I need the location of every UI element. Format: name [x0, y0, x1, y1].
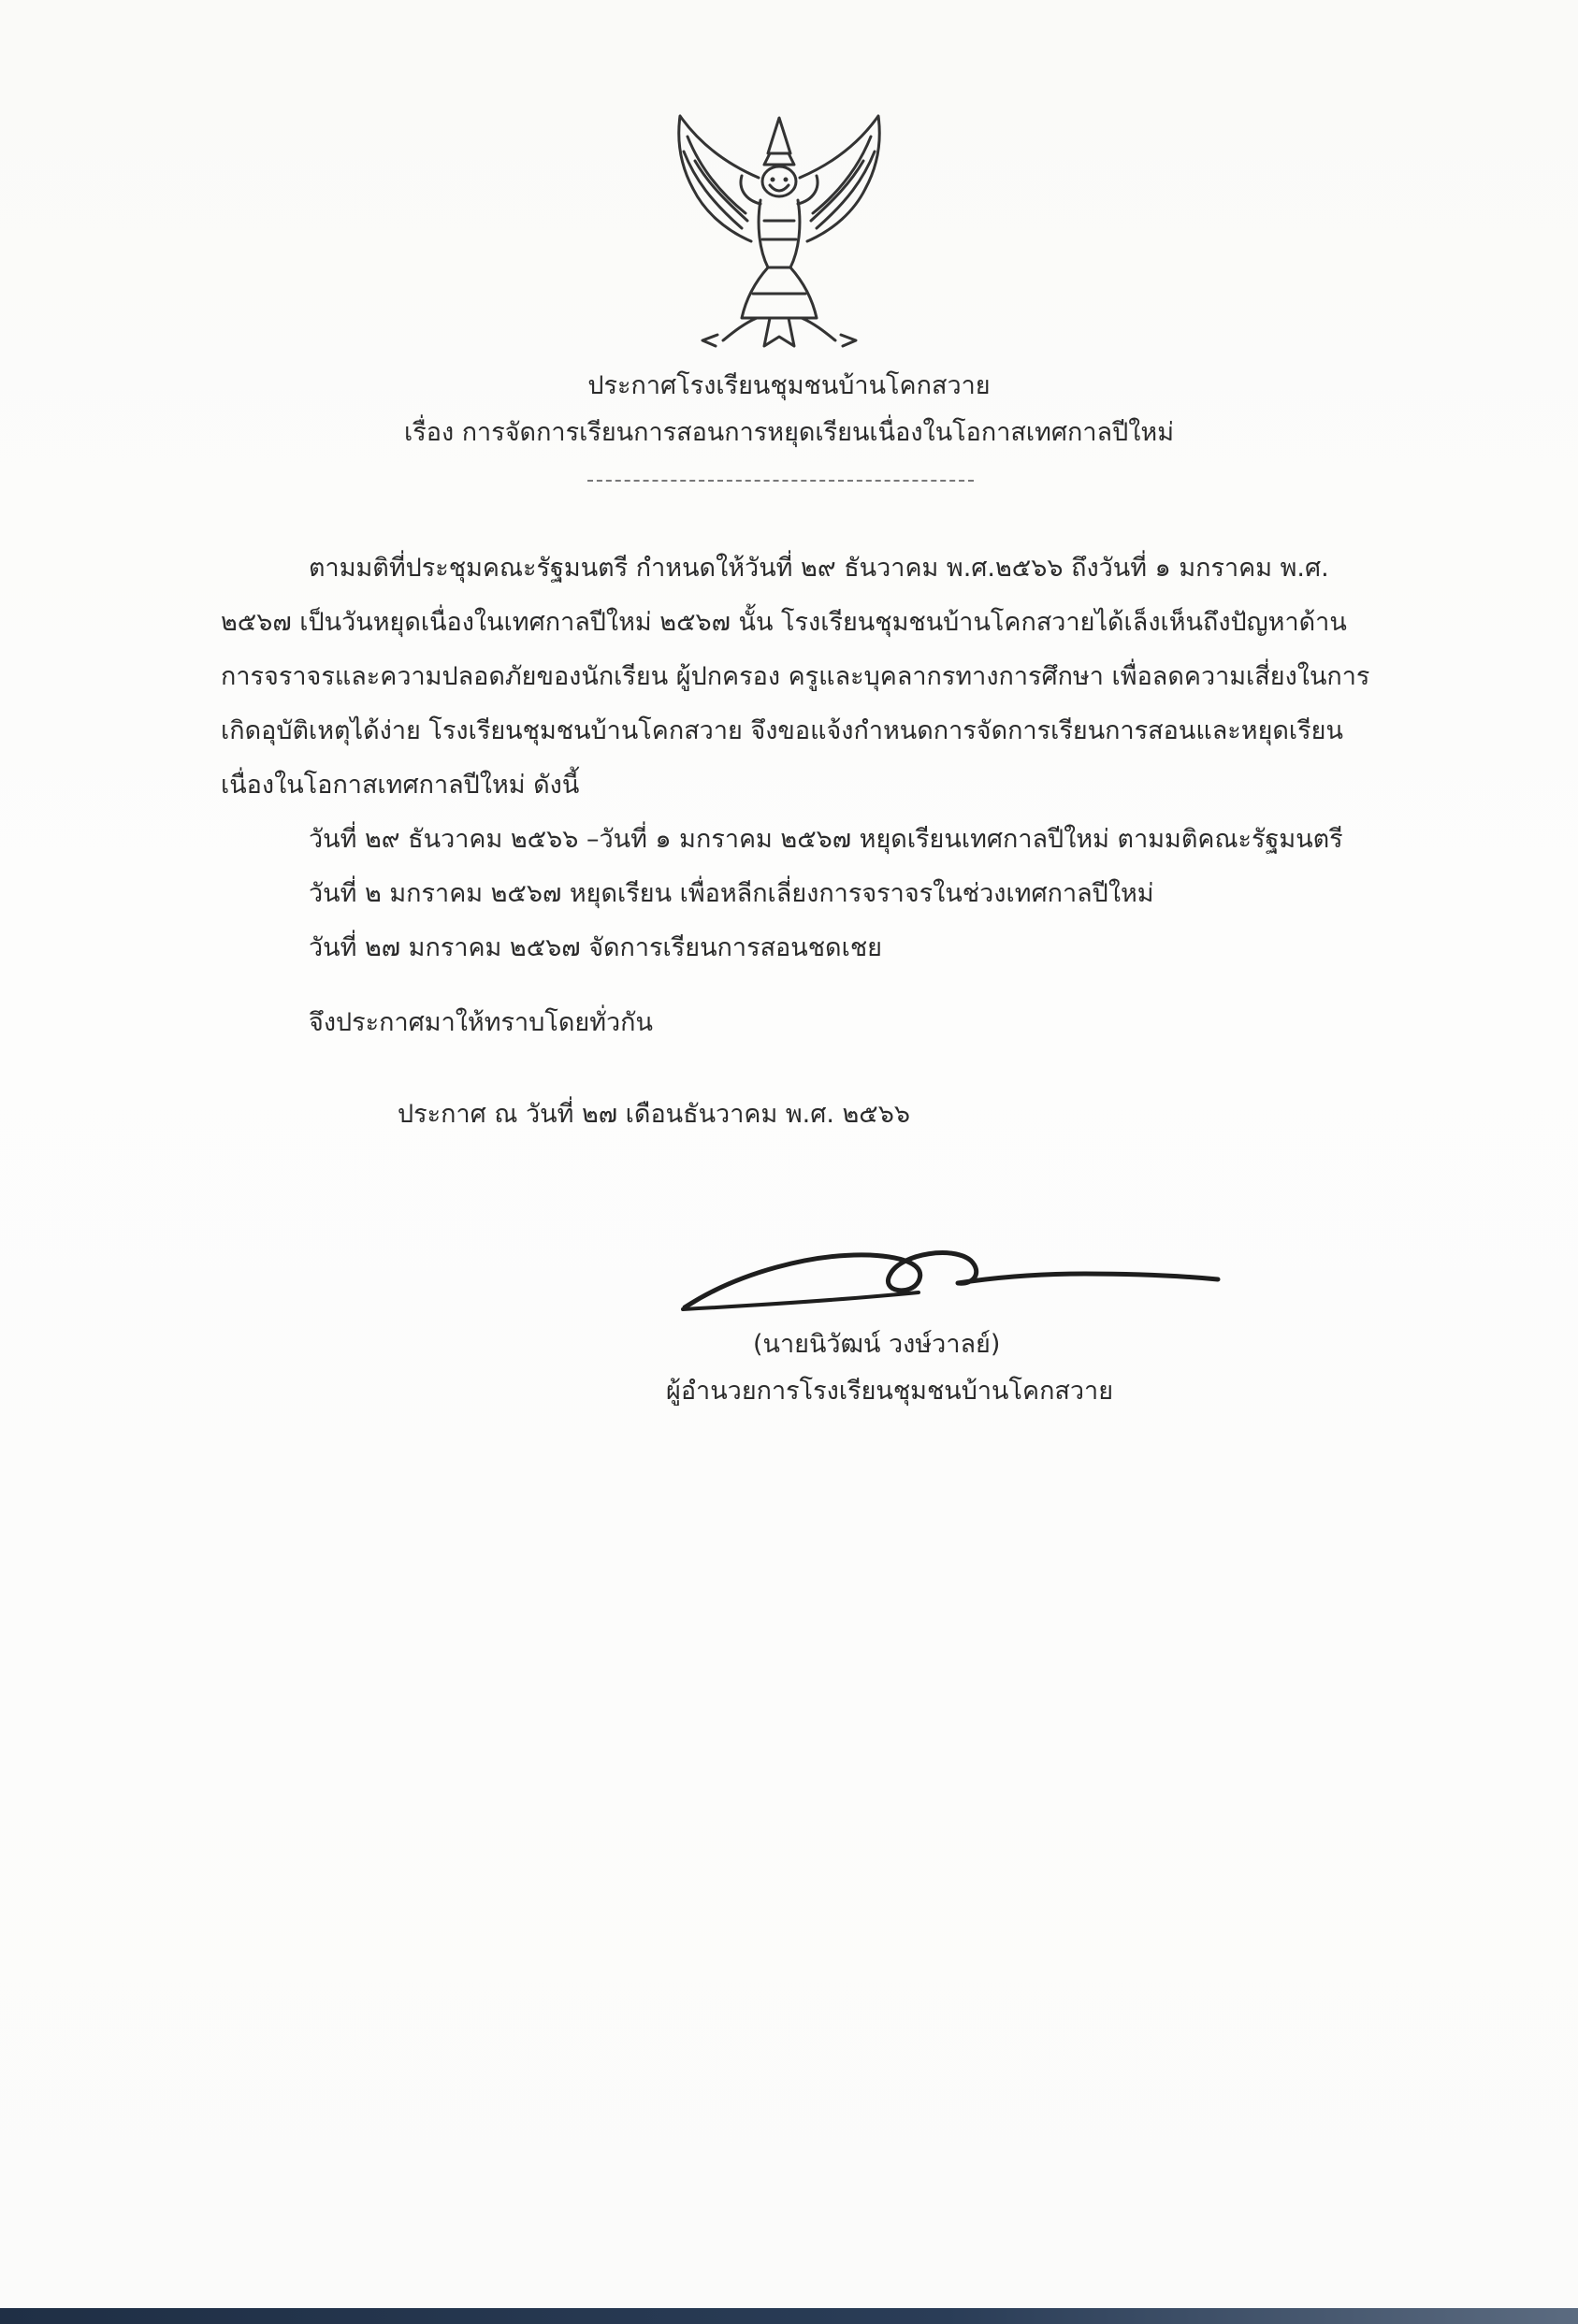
announcement-subject: เรื่อง การจัดการเรียนการสอนการหยุดเรียนเนื่องในโอกาสเทศกาลปีใหม่ — [404, 418, 1174, 447]
paragraph-line: เนื่องในโอกาสเทศกาลปีใหม่ ดังนี้ — [221, 771, 580, 800]
garuda-emblem-icon — [667, 110, 891, 354]
paragraph-line: ตามมติที่ประชุมคณะรัฐมนตรี กำหนดให้วันที่ ๒๙ ธันวาคม พ.ศ.๒๕๖๖ ถึงวันที่ ๑ มกราคม พ.ศ. — [309, 554, 1329, 583]
scan-edge-strip — [0, 2308, 1578, 2324]
schedule-item: วันที่ ๒ มกราคม ๒๕๖๗ หยุดเรียน เพื่อหลีกเลี่ยงการจราจรในช่วงเทศกาลปีใหม่ — [309, 879, 1154, 908]
announcement-date: ประกาศ ณ วันที่ ๒๗ เดือนธันวาคม พ.ศ. ๒๕๖๖ — [398, 1100, 911, 1129]
closing-statement: จึงประกาศมาให้ทราบโดยทั่วกัน — [309, 1008, 653, 1037]
announcement-title: ประกาศโรงเรียนชุมชนบ้านโคกสวาย — [587, 371, 991, 400]
paragraph-line: เกิดอุบัติเหตุได้ง่าย โรงเรียนชุมชนบ้านโคกสวาย จึงขอแจ้งกำหนดการจัดการเรียนการสอนและหยุดเรียน — [221, 716, 1343, 745]
handwritten-signature-icon — [673, 1225, 1225, 1328]
schedule-item: วันที่ ๒๗ มกราคม ๒๕๖๗ จัดการเรียนการสอนชดเชย — [309, 933, 882, 962]
signatory-position: ผู้อำนวยการโรงเรียนชุมชนบ้านโคกสวาย — [666, 1377, 1114, 1406]
heading-divider — [587, 480, 974, 482]
paragraph-line: ๒๕๖๗ เป็นวันหยุดเนื่องในเทศกาลปีใหม่ ๒๕๖๗ นั้น โรงเรียนชุมชนบ้านโคกสวายได้เล็งเห็นถึงปัญหาด้าน — [221, 608, 1347, 637]
paragraph-line: การจราจรและความปลอดภัยของนักเรียน ผู้ปกครอง ครูและบุคลากรทางการศึกษา เพื่อลดความเสี่ยงในการ — [221, 662, 1370, 691]
signatory-name: (นายนิวัฒน์ วงษ์วาลย์) — [753, 1330, 1001, 1359]
schedule-item: วันที่ ๒๙ ธันวาคม ๒๕๖๖ –วันที่ ๑ มกราคม ๒๕๖๗ หยุดเรียนเทศกาลปีใหม่ ตามมติคณะรัฐมนตรี — [309, 825, 1343, 854]
